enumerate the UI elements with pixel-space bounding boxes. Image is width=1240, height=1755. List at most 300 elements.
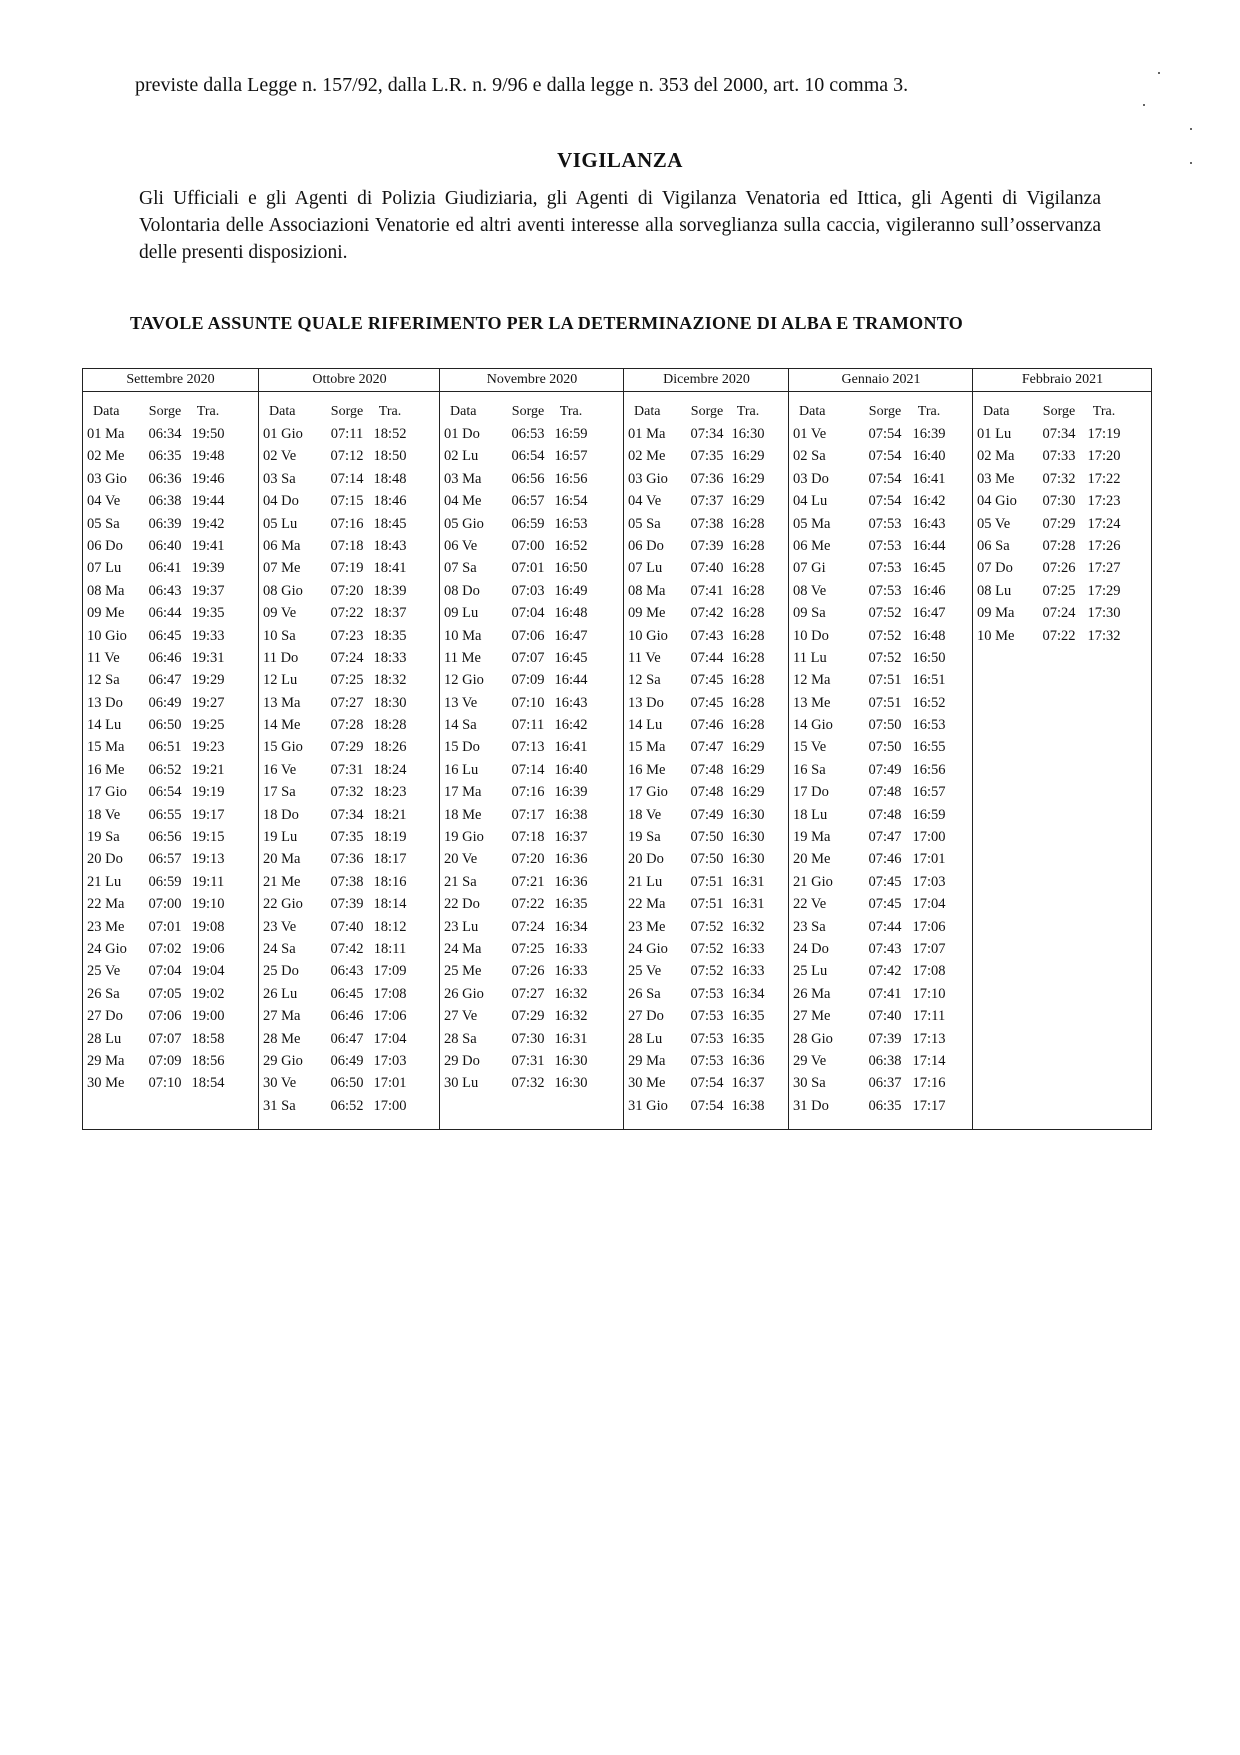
sunset-cell: 16:29 (731, 493, 765, 510)
sunset-cell: 17:03 (373, 1052, 407, 1069)
date-cell: 09 Ma (977, 605, 1015, 622)
table-row (789, 1072, 973, 1094)
sunset-cell: 17:22 (1087, 470, 1121, 487)
month-table (788, 369, 973, 1129)
table-row (259, 669, 440, 691)
table-row (83, 602, 258, 624)
table-row (259, 1050, 440, 1072)
date-cell: 29 Do (444, 1052, 480, 1069)
table-row (259, 804, 440, 826)
date-cell: 05 Lu (263, 515, 298, 532)
sunrise-cell: 07:07 (511, 649, 545, 666)
table-row (624, 535, 789, 557)
table-row (624, 826, 789, 848)
sunrise-cell: 06:59 (148, 873, 182, 890)
table-row (259, 580, 440, 602)
table-row (259, 1095, 440, 1117)
sunrise-cell: 07:50 (868, 717, 902, 734)
date-cell: 07 Lu (628, 560, 663, 577)
column-header-sorge: Sorge (148, 404, 182, 419)
sunrise-cell: 07:26 (1042, 560, 1076, 577)
date-cell: 16 Me (628, 761, 666, 778)
date-cell: 18 Ve (87, 806, 121, 823)
sunset-cell: 16:29 (731, 739, 765, 756)
table-row (440, 1005, 624, 1027)
sunset-cell: 19:00 (191, 1008, 225, 1025)
table-row (789, 1005, 973, 1027)
table-row (789, 468, 973, 490)
sunset-cell: 17:03 (912, 873, 946, 890)
sunset-cell: 16:40 (554, 761, 588, 778)
sunset-cell: 18:21 (373, 806, 407, 823)
sunset-cell: 16:28 (731, 560, 765, 577)
sunrise-cell: 07:12 (330, 448, 364, 465)
table-row (440, 602, 624, 624)
table-row (259, 916, 440, 938)
date-cell: 19 Lu (263, 829, 298, 846)
column-headers (624, 401, 789, 421)
month-table (439, 369, 624, 1129)
table-row (83, 557, 258, 579)
sunset-cell: 16:36 (731, 1052, 765, 1069)
sunrise-cell: 07:30 (511, 1030, 545, 1047)
sunset-cell: 16:30 (731, 851, 765, 868)
sunrise-cell: 07:20 (511, 851, 545, 868)
table-row (440, 468, 624, 490)
date-cell: 02 Me (628, 448, 666, 465)
date-cell: 04 Me (444, 493, 482, 510)
table-row (259, 445, 440, 467)
sunset-cell: 17:29 (1087, 582, 1121, 599)
column-header-data: Data (634, 404, 661, 419)
sunset-cell: 17:01 (912, 851, 946, 868)
sunrise-cell: 07:22 (511, 896, 545, 913)
sunset-cell: 19:46 (191, 470, 225, 487)
sunset-cell: 19:19 (191, 784, 225, 801)
date-cell: 14 Lu (628, 717, 663, 734)
sunrise-cell: 07:02 (148, 940, 182, 957)
sunset-cell: 19:02 (191, 985, 225, 1002)
date-cell: 23 Me (628, 918, 666, 935)
sunset-cell: 17:13 (912, 1030, 946, 1047)
sunrise-cell: 07:15 (330, 493, 364, 510)
date-cell: 10 Me (977, 627, 1015, 644)
table-row (259, 826, 440, 848)
table-row (83, 826, 258, 848)
sunset-cell: 18:52 (373, 426, 407, 442)
table-row (259, 893, 440, 915)
sunrise-cell: 07:35 (330, 829, 364, 846)
table-row (624, 1050, 789, 1072)
sunrise-cell: 07:48 (868, 784, 902, 801)
date-cell: 22 Gio (263, 896, 303, 913)
sunset-cell: 16:57 (554, 448, 588, 465)
table-row (624, 960, 789, 982)
table-row (259, 759, 440, 781)
date-cell: 27 Ma (263, 1008, 301, 1025)
month-table (972, 369, 1152, 1129)
date-cell: 17 Do (793, 784, 829, 801)
table-row (789, 647, 973, 669)
table-row (440, 1050, 624, 1072)
sunset-cell: 19:29 (191, 672, 225, 689)
date-cell: 08 Ve (793, 582, 827, 599)
date-cell: 27 Ve (444, 1008, 478, 1025)
table-row (440, 692, 624, 714)
sunset-cell: 18:28 (373, 717, 407, 734)
date-cell: 12 Sa (87, 672, 120, 689)
sunrise-cell: 07:32 (330, 784, 364, 801)
sunrise-cell: 07:50 (690, 829, 724, 846)
sunrise-cell: 06:35 (868, 1097, 902, 1114)
date-cell: 10 Sa (263, 627, 296, 644)
sunset-cell: 19:06 (191, 940, 225, 957)
table-row (83, 848, 258, 870)
table-row (259, 692, 440, 714)
date-cell: 12 Ma (793, 672, 831, 689)
sunrise-cell: 07:36 (690, 470, 724, 487)
sunrise-cell: 07:27 (330, 694, 364, 711)
table-row (789, 804, 973, 826)
sunrise-cell: 07:36 (330, 851, 364, 868)
sunset-cell: 16:28 (731, 537, 765, 554)
sunset-cell: 16:33 (731, 963, 765, 980)
sunrise-sunset-tables (82, 368, 1152, 1130)
sunrise-cell: 07:45 (690, 694, 724, 711)
table-row (259, 983, 440, 1005)
sunset-cell: 16:50 (554, 560, 588, 577)
date-cell: 17 Sa (263, 784, 296, 801)
date-cell: 03 Ma (444, 470, 482, 487)
date-cell: 25 Lu (793, 963, 828, 980)
table-row (259, 557, 440, 579)
sunset-cell: 16:30 (731, 426, 765, 442)
table-row (259, 535, 440, 557)
sunrise-cell: 07:20 (330, 582, 364, 599)
date-cell: 03 Gio (628, 470, 668, 487)
date-cell: 13 Ve (444, 694, 478, 711)
date-cell: 20 Ve (444, 851, 478, 868)
date-cell: 20 Do (87, 851, 123, 868)
scan-speck (1190, 162, 1192, 164)
table-row (440, 557, 624, 579)
sunrise-cell: 07:22 (1042, 627, 1076, 644)
sunrise-cell: 07:28 (330, 717, 364, 734)
date-cell: 20 Me (793, 851, 831, 868)
date-cell: 11 Ve (87, 649, 120, 666)
sunrise-cell: 07:38 (690, 515, 724, 532)
sunset-cell: 16:41 (912, 470, 946, 487)
sunrise-cell: 07:52 (690, 940, 724, 957)
sunset-cell: 16:36 (554, 851, 588, 868)
date-cell: 11 Lu (793, 649, 827, 666)
sunrise-cell: 07:52 (868, 649, 902, 666)
sunset-cell: 16:48 (912, 627, 946, 644)
table-row (789, 445, 973, 467)
sunrise-cell: 06:49 (330, 1052, 364, 1069)
sunset-cell: 16:38 (731, 1097, 765, 1114)
date-cell: 01 Do (444, 426, 480, 442)
date-cell: 10 Gio (628, 627, 668, 644)
date-cell: 10 Do (793, 627, 829, 644)
date-cell: 24 Ma (444, 940, 482, 957)
table-row (789, 1028, 973, 1050)
sunrise-cell: 06:50 (148, 717, 182, 734)
sunrise-cell: 06:38 (868, 1052, 902, 1069)
sunset-cell: 19:31 (191, 649, 225, 666)
date-cell: 22 Do (444, 896, 480, 913)
sunrise-cell: 07:52 (690, 963, 724, 980)
sunset-cell: 16:59 (554, 426, 588, 442)
sunrise-cell: 07:39 (690, 537, 724, 554)
date-cell: 12 Gio (444, 672, 484, 689)
date-cell: 05 Ve (977, 515, 1011, 532)
date-cell: 17 Gio (87, 784, 127, 801)
sunrise-cell: 07:53 (868, 582, 902, 599)
sunrise-cell: 07:25 (330, 672, 364, 689)
sunset-cell: 18:45 (373, 515, 407, 532)
table-row (83, 669, 258, 691)
table-row (789, 1095, 973, 1117)
sunrise-cell: 06:57 (148, 851, 182, 868)
date-cell: 07 Me (263, 560, 301, 577)
date-cell: 15 Ve (793, 739, 827, 756)
sunset-cell: 17:08 (373, 985, 407, 1002)
date-cell: 19 Ma (793, 829, 831, 846)
sunrise-cell: 07:16 (511, 784, 545, 801)
table-row (440, 938, 624, 960)
date-cell: 15 Ma (87, 739, 125, 756)
date-cell: 24 Do (793, 940, 829, 957)
sunset-cell: 19:23 (191, 739, 225, 756)
sunrise-cell: 07:44 (868, 918, 902, 935)
date-cell: 14 Me (263, 717, 301, 734)
sunset-cell: 16:33 (554, 963, 588, 980)
date-cell: 28 Me (263, 1030, 301, 1047)
sunrise-cell: 06:43 (148, 582, 182, 599)
sunrise-cell: 07:40 (690, 560, 724, 577)
date-cell: 18 Do (263, 806, 299, 823)
sunset-cell: 16:37 (554, 829, 588, 846)
table-row (440, 983, 624, 1005)
sunset-cell: 19:27 (191, 694, 225, 711)
sunset-cell: 16:42 (554, 717, 588, 734)
date-cell: 01 Ve (793, 426, 827, 442)
sunrise-cell: 07:27 (511, 985, 545, 1002)
sunrise-cell: 07:40 (330, 918, 364, 935)
sunrise-cell: 07:25 (1042, 582, 1076, 599)
date-cell: 12 Lu (263, 672, 298, 689)
date-cell: 07 Do (977, 560, 1013, 577)
table-row (624, 916, 789, 938)
sunset-cell: 19:25 (191, 717, 225, 734)
sunset-cell: 17:20 (1087, 448, 1121, 465)
sunrise-cell: 07:54 (868, 448, 902, 465)
date-cell: 14 Sa (444, 717, 477, 734)
date-cell: 02 Ma (977, 448, 1015, 465)
date-cell: 02 Ve (263, 448, 297, 465)
sunset-cell: 19:39 (191, 560, 225, 577)
sunrise-cell: 07:52 (868, 627, 902, 644)
sunrise-cell: 07:53 (868, 515, 902, 532)
sunset-cell: 18:43 (373, 537, 407, 554)
sunrise-cell: 07:31 (511, 1052, 545, 1069)
sunset-cell: 16:28 (731, 694, 765, 711)
table-row (83, 893, 258, 915)
table-row (624, 1028, 789, 1050)
date-cell: 02 Me (87, 448, 125, 465)
date-cell: 06 Ma (263, 537, 301, 554)
sunrise-cell: 07:44 (690, 649, 724, 666)
sunrise-cell: 07:04 (148, 963, 182, 980)
table-row (440, 580, 624, 602)
sunset-cell: 18:24 (373, 761, 407, 778)
table-row (973, 423, 1152, 445)
date-cell: 13 Do (628, 694, 664, 711)
sunrise-cell: 07:29 (1042, 515, 1076, 532)
sunset-cell: 17:07 (912, 940, 946, 957)
month-title: Novembre 2020 (440, 369, 624, 392)
sunset-cell: 18:46 (373, 493, 407, 510)
sunset-cell: 18:30 (373, 694, 407, 711)
table-row (973, 602, 1152, 624)
sunset-cell: 19:41 (191, 537, 225, 554)
sunset-cell: 16:33 (554, 940, 588, 957)
table-row (83, 513, 258, 535)
sunrise-cell: 07:24 (1042, 605, 1076, 622)
date-cell: 29 Gio (263, 1052, 303, 1069)
date-cell: 15 Ma (628, 739, 666, 756)
date-cell: 28 Sa (444, 1030, 477, 1047)
sunrise-cell: 07:34 (1042, 426, 1076, 442)
sunrise-cell: 06:38 (148, 493, 182, 510)
sunrise-cell: 06:35 (148, 448, 182, 465)
sunrise-cell: 07:54 (690, 1097, 724, 1114)
date-cell: 05 Ma (793, 515, 831, 532)
table-row (624, 938, 789, 960)
sunrise-cell: 07:47 (690, 739, 724, 756)
table-row (440, 1028, 624, 1050)
date-cell: 25 Me (444, 963, 482, 980)
sunrise-cell: 07:43 (868, 940, 902, 957)
sunset-cell: 16:35 (731, 1030, 765, 1047)
table-row (789, 871, 973, 893)
sunset-cell: 16:48 (554, 605, 588, 622)
date-cell: 14 Gio (793, 717, 833, 734)
sunset-cell: 16:30 (731, 806, 765, 823)
sunset-cell: 16:57 (912, 784, 946, 801)
sunrise-cell: 07:06 (148, 1008, 182, 1025)
sunset-cell: 17:30 (1087, 605, 1121, 622)
sunrise-cell: 07:28 (1042, 537, 1076, 554)
column-header-data: Data (450, 404, 477, 419)
table-row (624, 714, 789, 736)
sunrise-cell: 07:54 (690, 1075, 724, 1092)
sunrise-cell: 06:57 (511, 493, 545, 510)
date-cell: 31 Gio (628, 1097, 668, 1114)
sunset-cell: 18:14 (373, 896, 407, 913)
sunset-cell: 19:50 (191, 426, 225, 442)
sunrise-cell: 07:34 (330, 806, 364, 823)
sunset-cell: 19:15 (191, 829, 225, 846)
sunset-cell: 16:44 (554, 672, 588, 689)
sunset-cell: 19:33 (191, 627, 225, 644)
table-row (440, 804, 624, 826)
date-cell: 07 Gi (793, 560, 826, 577)
date-cell: 11 Me (444, 649, 481, 666)
table-row (624, 490, 789, 512)
sunrise-cell: 07:18 (511, 829, 545, 846)
date-cell: 07 Lu (87, 560, 122, 577)
table-row (789, 938, 973, 960)
date-cell: 19 Sa (628, 829, 661, 846)
date-cell: 24 Gio (87, 940, 127, 957)
sunset-cell: 16:28 (731, 627, 765, 644)
column-header-data: Data (269, 404, 296, 419)
table-row (973, 625, 1152, 647)
sunset-cell: 19:35 (191, 605, 225, 622)
sunset-cell: 16:29 (731, 470, 765, 487)
sunrise-cell: 07:53 (868, 560, 902, 577)
sunset-cell: 19:08 (191, 918, 225, 935)
table-row (789, 848, 973, 870)
table-row (259, 423, 440, 445)
date-cell: 09 Sa (793, 605, 826, 622)
sunset-cell: 18:56 (191, 1052, 225, 1069)
sunset-cell: 16:28 (731, 717, 765, 734)
sunrise-cell: 07:46 (868, 851, 902, 868)
date-cell: 31 Sa (263, 1097, 296, 1114)
date-cell: 13 Me (793, 694, 831, 711)
date-cell: 26 Ma (793, 985, 831, 1002)
sunset-cell: 18:33 (373, 649, 407, 666)
sunset-cell: 16:49 (554, 582, 588, 599)
sunset-cell: 16:53 (912, 717, 946, 734)
sunrise-cell: 07:30 (1042, 493, 1076, 510)
scan-speck (1190, 128, 1192, 130)
table-row (259, 714, 440, 736)
table-row (259, 848, 440, 870)
sunrise-cell: 06:47 (330, 1030, 364, 1047)
table-row (83, 938, 258, 960)
table-row (259, 871, 440, 893)
sunset-cell: 16:55 (912, 739, 946, 756)
month-title: Gennaio 2021 (789, 369, 973, 392)
sunset-cell: 19:13 (191, 851, 225, 868)
date-cell: 29 Ma (628, 1052, 666, 1069)
date-cell: 24 Sa (263, 940, 296, 957)
date-cell: 02 Sa (793, 448, 826, 465)
date-cell: 21 Lu (628, 873, 663, 890)
column-header-data: Data (93, 404, 120, 419)
date-cell: 09 Lu (444, 605, 479, 622)
sunset-cell: 16:32 (554, 1008, 588, 1025)
sunset-cell: 16:52 (554, 537, 588, 554)
sunset-cell: 16:35 (554, 896, 588, 913)
sunrise-cell: 07:04 (511, 605, 545, 622)
table-row (624, 625, 789, 647)
sunrise-cell: 06:52 (330, 1097, 364, 1114)
sunrise-cell: 06:49 (148, 694, 182, 711)
sunrise-cell: 07:07 (148, 1030, 182, 1047)
table-row (440, 826, 624, 848)
table-row (624, 848, 789, 870)
table-row (259, 468, 440, 490)
sunrise-cell: 07:11 (330, 426, 364, 442)
table-row (973, 513, 1152, 535)
sunrise-cell: 07:51 (690, 896, 724, 913)
date-cell: 25 Do (263, 963, 299, 980)
